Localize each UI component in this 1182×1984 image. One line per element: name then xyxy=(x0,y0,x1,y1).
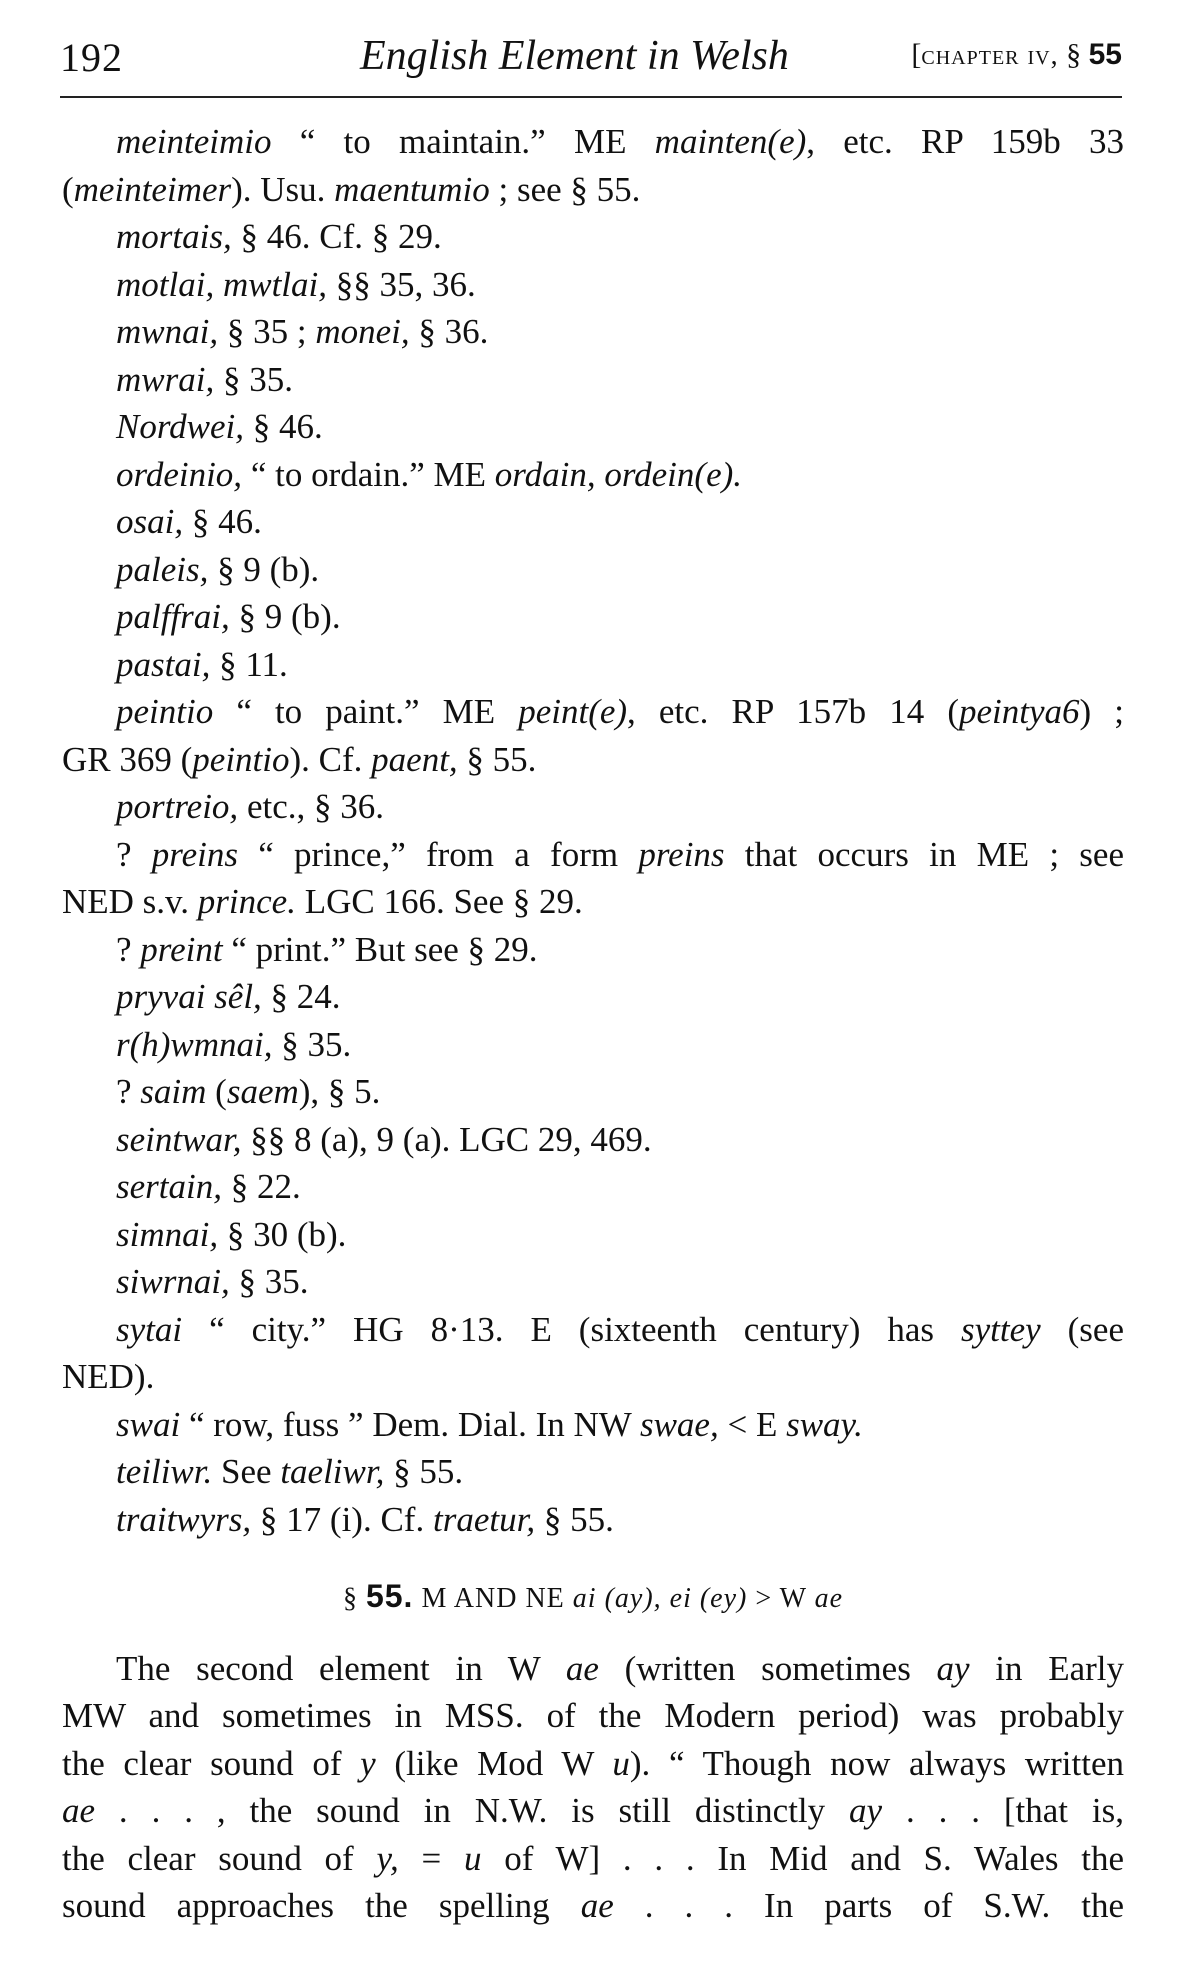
running-title: English Element in Welsh xyxy=(360,33,789,79)
italic-term: ae xyxy=(62,1791,96,1830)
entry-line xyxy=(62,498,1124,546)
italic-term: preint xyxy=(140,929,223,969)
page-body xyxy=(62,118,1124,1930)
italic-term: saim xyxy=(140,1072,207,1111)
text-run: the clear sound of xyxy=(62,1838,377,1878)
heading-ei: ei xyxy=(669,1583,692,1614)
entry-line xyxy=(62,926,1124,974)
italic-term: monei, xyxy=(315,312,410,351)
italic-term: saem xyxy=(226,1072,299,1111)
entry-pastai xyxy=(62,641,1124,689)
text-run: § 55. xyxy=(457,739,537,779)
italic-term: paleis, xyxy=(116,549,209,589)
entry-portreio xyxy=(62,783,1124,831)
entry-motlai xyxy=(62,261,1124,309)
italic-term: meinteimer xyxy=(73,169,232,209)
body-paragraph xyxy=(62,1645,1124,1930)
italic-term: prince. xyxy=(197,882,296,921)
entry-line xyxy=(62,308,1124,356)
entry-line xyxy=(62,1353,1124,1401)
text-run: See xyxy=(212,1452,281,1491)
entry-line xyxy=(62,641,1124,689)
entry-line xyxy=(62,1258,1124,1306)
section-heading xyxy=(62,1573,1124,1623)
entry-line xyxy=(62,1211,1124,1259)
entry-paleis xyxy=(62,546,1124,594)
italic-term: peint(e) xyxy=(518,692,628,731)
text-run: ( xyxy=(62,169,74,209)
text-run: = xyxy=(398,1838,464,1878)
italic-term: teiliwr. xyxy=(116,1452,213,1491)
text-run: § 36. xyxy=(409,312,489,351)
italic-term: syttey xyxy=(960,1309,1041,1349)
text-run: “ to ordain.” ME xyxy=(242,454,495,494)
running-header xyxy=(60,28,1122,90)
text-run: § 35. xyxy=(214,359,293,399)
italic-term: meinteimio xyxy=(116,122,272,161)
italic-term: sway. xyxy=(786,1404,863,1444)
italic-term: y, xyxy=(376,1838,399,1878)
heading-ay: (ay), xyxy=(604,1583,662,1614)
text-run: in Early xyxy=(969,1648,1124,1688)
entry-line xyxy=(62,1163,1124,1211)
entry-mwrai xyxy=(62,356,1124,404)
text-run: “ to maintain.” ME xyxy=(271,122,655,161)
italic-term: swai xyxy=(116,1404,181,1444)
entry-line xyxy=(62,213,1124,261)
entry-peintio xyxy=(62,688,1124,783)
entry-line xyxy=(62,118,1124,166)
text-run: “ row, fuss ” Dem. Dial. In NW xyxy=(180,1404,640,1444)
text-run: . . . In parts of S.W. the xyxy=(613,1886,1124,1925)
entry-sytai xyxy=(62,1306,1124,1401)
entry-line xyxy=(62,451,1124,499)
text-run: “ print.” But see § 29. xyxy=(222,929,538,969)
italic-term: pastai, xyxy=(116,644,211,684)
italic-term: peintya6 xyxy=(958,692,1080,731)
entry-line xyxy=(62,261,1124,309)
paragraph-line xyxy=(62,1787,1124,1835)
italic-term: taeliwr, xyxy=(280,1452,385,1491)
entry-line xyxy=(62,1021,1124,1069)
page-number: 192 xyxy=(60,35,123,80)
italic-term: Nordwei, xyxy=(116,407,245,446)
entry-osai xyxy=(62,498,1124,546)
text-run: ). “ Though now always written xyxy=(629,1743,1125,1783)
text-run: § 46. Cf. § 29. xyxy=(231,217,442,256)
text-run: ? xyxy=(116,1072,141,1111)
italic-term: palffrai, xyxy=(116,597,230,636)
text-run: § 55. xyxy=(384,1452,464,1491)
header-rule xyxy=(60,96,1122,98)
heading-ae: ae xyxy=(814,1583,844,1614)
text-run: NED s.v. xyxy=(62,882,198,921)
italic-term: osai, xyxy=(116,502,184,541)
text-run: GR 369 ( xyxy=(62,739,193,779)
entry-teiliwr xyxy=(62,1448,1124,1496)
text-run: § 17 (i). Cf. xyxy=(251,1499,433,1539)
entry-line xyxy=(62,1306,1124,1354)
entry-line xyxy=(62,973,1124,1021)
italic-term: portreio, xyxy=(116,787,239,826)
heading-ai: ai xyxy=(572,1583,597,1614)
paragraph-line xyxy=(62,1692,1124,1740)
text-run: ( xyxy=(206,1072,227,1111)
entry-saim xyxy=(62,1068,1124,1116)
text-run: § 35. xyxy=(229,1262,309,1301)
text-run: § 9 (b). xyxy=(229,597,341,636)
entry-palffrai xyxy=(62,593,1124,641)
text-run: ? xyxy=(116,834,152,874)
paragraph-line xyxy=(62,1835,1124,1883)
entry-line xyxy=(62,878,1124,926)
text-run: ). Cf. xyxy=(289,739,372,779)
text-run: < E xyxy=(718,1404,787,1444)
entry-line xyxy=(62,166,1124,214)
entry-traitwyrs xyxy=(62,1496,1124,1544)
heading-ey: (ey) xyxy=(699,1583,748,1614)
text-run: , etc. RP 159b 33 xyxy=(806,122,1124,161)
italic-term: peintio xyxy=(116,692,214,731)
entry-line xyxy=(62,356,1124,404)
heading-symbol: § xyxy=(342,1583,358,1614)
chapter-bracket: [ xyxy=(911,38,922,71)
text-run: LGC 166. See § 29. xyxy=(295,882,583,921)
paragraph-line xyxy=(62,1882,1124,1930)
paragraph-line xyxy=(62,1645,1124,1693)
text-run: § 30 (b). xyxy=(218,1214,347,1254)
italic-term: seintwar, xyxy=(116,1119,242,1159)
text-run: . . . , the sound in N.W. is still distinctly xyxy=(95,1791,850,1830)
italic-term: mortais, xyxy=(116,217,232,256)
text-run: MW and sometimes in MSS. of the Modern period) was probably xyxy=(62,1696,1124,1735)
entry-line xyxy=(62,1401,1124,1449)
text-run: ). Usu. xyxy=(231,169,335,209)
entry-line xyxy=(62,831,1124,879)
heading-text: M AND NE xyxy=(421,1583,573,1614)
text-run: § 46. xyxy=(183,502,262,541)
italic-term: paent, xyxy=(371,739,458,779)
entry-line xyxy=(62,1496,1124,1544)
text-run: (like Mod W xyxy=(375,1743,613,1783)
entry-mwnai xyxy=(62,308,1124,356)
entry-line xyxy=(62,736,1124,784)
text-run: , etc. RP 157b 14 ( xyxy=(627,692,959,731)
text-run: “ city.” HG 8·13. E (sixteenth century) has xyxy=(182,1309,961,1349)
entry-swai xyxy=(62,1401,1124,1449)
italic-term: maentumio xyxy=(334,169,490,209)
italic-term: pryvai sêl, xyxy=(116,977,262,1016)
italic-term: ae xyxy=(580,1886,614,1925)
text-run: (written sometimes xyxy=(598,1648,937,1688)
entry-preins xyxy=(62,831,1124,926)
text-run: §§ 35, 36. xyxy=(327,264,476,304)
text-run: the clear sound of xyxy=(62,1743,361,1783)
italic-term: mwnai, xyxy=(116,312,219,351)
text-run: ) ; xyxy=(1079,692,1124,731)
italic-term: u xyxy=(612,1743,630,1783)
entry-seintwar xyxy=(62,1116,1124,1164)
italic-term: y xyxy=(360,1743,376,1783)
text-run: The second element in W xyxy=(116,1648,566,1688)
italic-term: u xyxy=(464,1838,482,1878)
section-symbol: § xyxy=(1066,38,1082,71)
text-run: § 35. xyxy=(272,1024,352,1064)
italic-term: siwrnai, xyxy=(116,1262,230,1301)
italic-term: preins xyxy=(151,834,238,874)
text-run: sound approaches the spelling xyxy=(62,1886,581,1925)
text-run: ), § 5. xyxy=(298,1072,381,1111)
entry-simnai xyxy=(62,1211,1124,1259)
italic-term: sertain, xyxy=(116,1167,222,1206)
text-run: etc., § 36. xyxy=(238,787,384,826)
italic-term: motlai, mwtlai, xyxy=(116,264,327,304)
entry-line xyxy=(62,1116,1124,1164)
chapter-reference xyxy=(911,38,1122,72)
entry-rhwmnai xyxy=(62,1021,1124,1069)
text-run: § 46. xyxy=(244,407,323,446)
text-run: of W] . . . In Mid and S. Wales the xyxy=(481,1838,1124,1878)
text-run: § 9 (b). xyxy=(208,549,320,589)
italic-term: peintio xyxy=(192,739,290,779)
entry-sertain xyxy=(62,1163,1124,1211)
text-run: (see xyxy=(1040,1309,1124,1349)
text-run: §§ 8 (a), 9 (a). LGC 29, 469. xyxy=(241,1119,652,1159)
italic-term: swae, xyxy=(639,1404,719,1444)
italic-term: traetur, xyxy=(432,1499,536,1539)
entry-ordeinio xyxy=(62,451,1124,499)
text-run: NED). xyxy=(62,1357,155,1396)
italic-term: r(h)wmnai, xyxy=(116,1024,273,1064)
text-run: § 11. xyxy=(210,644,288,684)
entry-preint xyxy=(62,926,1124,974)
entry-line xyxy=(62,546,1124,594)
heading-arrow: > W xyxy=(747,1583,815,1614)
italic-term: simnai, xyxy=(116,1214,219,1254)
italic-term: preins xyxy=(638,834,725,874)
entry-meinteimio xyxy=(62,118,1124,213)
italic-term: sytai xyxy=(116,1309,183,1349)
italic-term: ordain, ordein(e). xyxy=(494,454,743,494)
entry-list xyxy=(62,118,1124,1543)
entry-pryvai xyxy=(62,973,1124,1021)
entry-line xyxy=(62,593,1124,641)
italic-term: ae xyxy=(565,1648,599,1688)
heading-number: 55. xyxy=(365,1578,414,1614)
text-run: that occurs in ME ; see xyxy=(724,834,1124,874)
text-run: . . . [that is, xyxy=(882,1791,1124,1830)
entry-line xyxy=(62,783,1124,831)
entry-line xyxy=(62,1448,1124,1496)
italic-term: mwrai, xyxy=(116,359,215,399)
text-run: § 22. xyxy=(221,1167,301,1206)
text-run: “ prince,” from a form xyxy=(237,834,639,874)
text-run: ; see § 55. xyxy=(489,169,641,209)
italic-term: ordeinio, xyxy=(116,454,243,494)
italic-term: traitwyrs, xyxy=(116,1499,252,1539)
entry-siwrnai xyxy=(62,1258,1124,1306)
text-run: § 24. xyxy=(261,977,341,1016)
italic-term: ay xyxy=(936,1648,970,1688)
entry-line xyxy=(62,688,1124,736)
text-run: “ to paint.” ME xyxy=(213,692,519,731)
entry-mortais xyxy=(62,213,1124,261)
entry-nordwei xyxy=(62,403,1124,451)
italic-term: ay xyxy=(849,1791,883,1830)
text-run: § 55. xyxy=(535,1499,614,1539)
section-number: 55 xyxy=(1088,38,1122,71)
chapter-label: chapter iv, xyxy=(921,40,1059,71)
entry-line xyxy=(62,1068,1124,1116)
italic-term: mainten(e) xyxy=(654,122,807,161)
text-run: ? xyxy=(116,929,141,969)
entry-line xyxy=(62,403,1124,451)
paragraph-line xyxy=(62,1740,1124,1788)
text-run: § 35 ; xyxy=(218,312,316,351)
